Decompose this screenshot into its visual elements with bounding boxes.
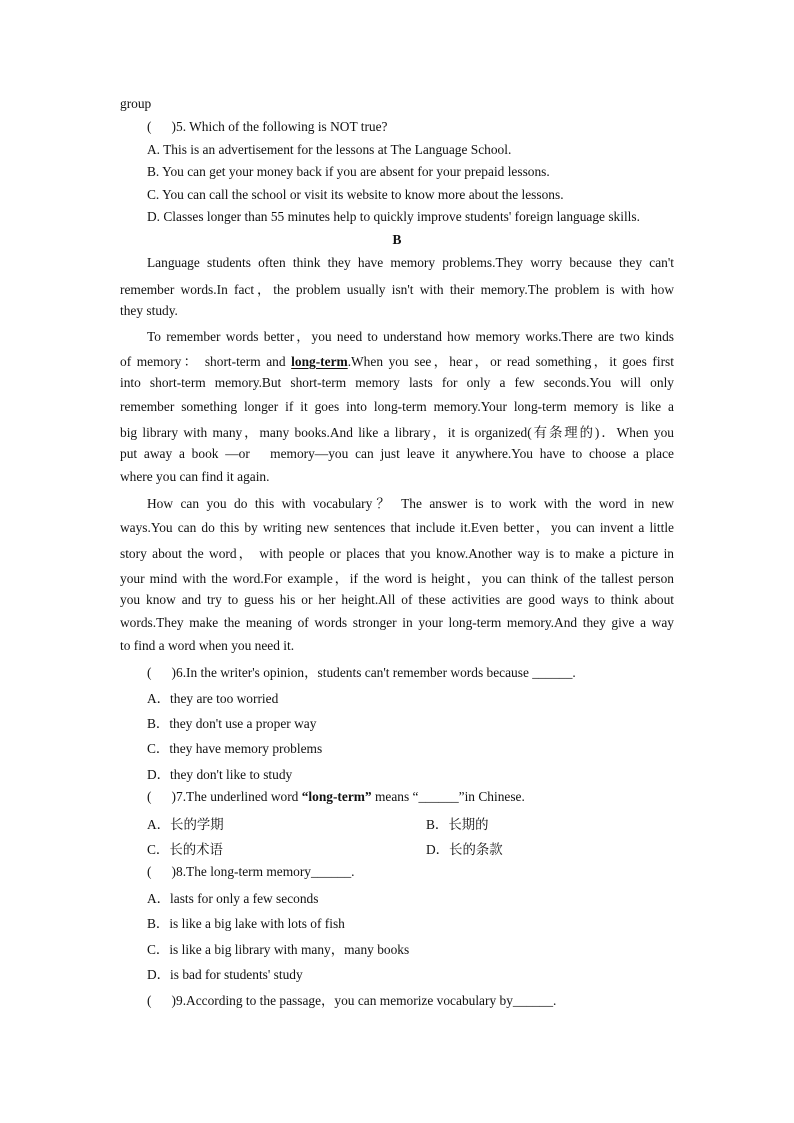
question-6-option-d: D．they don't like to study [147,767,293,782]
question-5-option-a: A. This is an advertisement for the lessons at The Language School. [147,142,512,157]
passage-p3-line-4: your mind with the word.For example，if the word is height，you can think of the tallest person [120,571,674,586]
question-7-option-c: C．长的术语 [147,842,223,857]
passage-p3-line-6: words.They make the meaning of words stronger in your long-term memory.And they give a way [120,615,674,630]
passage-p2-line-2 [120,351,674,370]
question-5-stem: ( )5. Which of the following is NOT true? [147,119,388,134]
passage-p1-line-1: Language students often think they have memory problems.They worry because they can't [147,255,674,270]
passage-p1-line-3: they study. [120,303,178,318]
passage-p3-line-7: to find a word when you need it. [120,638,295,653]
long-term-underlined-term: long-term [291,354,348,369]
question-7-term: “long-term” [301,789,372,804]
question-9-stem: ( )9.According to the passage，you can memorize vocabulary by______. [147,993,557,1008]
passage-p2-line-5: big library with many，many books.And like a library，it is organized(有条理的)．When you [120,425,674,440]
passage-p3-line-1: How can you do this with vocabulary？ The answer is to work with the word in new [147,496,674,511]
question-5-option-c: C. You can call the school or visit its website to know more about the lessons. [147,187,564,202]
question-8-option-c: C．is like a big library with many，many books [147,942,410,957]
question-8-option-d: D．is bad for students' study [147,967,303,982]
question-6-option-c: C．they have memory problems [147,741,323,756]
passage-p3-line-2: ways.You can do this by writing new sentences that include it.Even better，you can invent a little [120,520,674,535]
passage-p3-line-3: story about the word， with people or places that you know.Another way is to make a picture in [120,546,674,561]
passage-p1-line-2: remember words.In fact，the problem usually isn't with their memory.The problem is with how [120,282,674,297]
passage-p2-line-3: into short-term memory.But short-term memory lasts for only a few seconds.You will only [120,375,674,390]
question-8-stem: ( )8.The long-term memory______. [147,864,355,879]
passage-p2-line-7: where you can find it again. [120,469,270,484]
question-7-option-b: B．长期的 [426,817,489,832]
question-7-stem [147,789,525,805]
passage-p2-line-6: put away a book —or memory—you can just leave it anywhere.You have to choose a place [120,446,674,461]
question-6-option-b: B．they don't use a proper way [147,716,317,731]
question-8-option-b: B．is like a big lake with lots of fish [147,916,345,931]
passage-p2-line-2-pre: of memory： short-term and [120,354,292,369]
question-6-stem: ( )6.In the writer's opinion，students can't remember words because ______. [147,665,576,680]
section-b-title: B [392,232,402,247]
passage-p3-line-5: you know and try to guess his or her height.All of these activities are good ways to think about [120,592,674,607]
passage-p2-line-2-post: .When you see，hear，or read something，it goes first [347,354,674,369]
passage-p2-line-1: To remember words better，you need to understand how memory works.There are two kinds [147,329,674,344]
question-6-option-a: A．they are too worried [147,691,279,706]
question-7-option-a: A．长的学期 [147,817,224,832]
passage-p2-line-4: remember something longer if it goes into long-term memory.Your long-term memory is like a [120,399,674,414]
question-5-option-b: B. You can get your money back if you are absent for your prepaid lessons. [147,164,550,179]
question-7-stem-pre: ( )7.The underlined word [147,789,302,804]
header-fragment: group [120,96,152,111]
question-8-option-a: A．lasts for only a few seconds [147,891,319,906]
question-5-option-d: D. Classes longer than 55 minutes help to quickly improve students' foreign language skills. [147,209,640,224]
question-7-stem-post: means “______”in Chinese. [371,789,525,804]
question-7-option-d: D．长的条款 [426,842,503,857]
